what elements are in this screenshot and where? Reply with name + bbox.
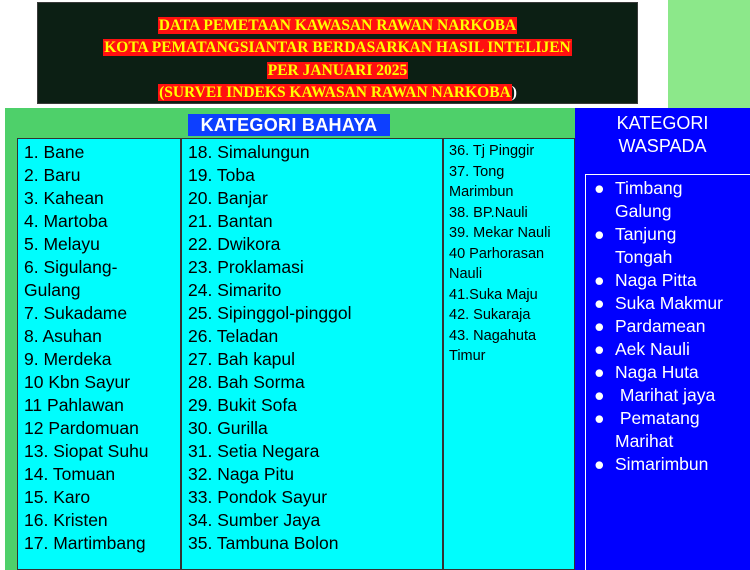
list-item: 15. Karo <box>24 487 91 507</box>
bahaya-column-3 <box>443 138 575 570</box>
waspada-item-label: Naga Huta <box>615 362 699 382</box>
waspada-item <box>590 384 748 407</box>
title-line-2: KOTA PEMATANGSIANTAR BERDASARKAN HASIL INTELIJEN <box>104 39 571 56</box>
waspada-item-label: Simarimbun <box>615 454 709 474</box>
list-item: 7. Sukadame <box>24 303 128 323</box>
list-item: 13. Siopat Suhu <box>24 441 149 461</box>
waspada-header-line-2: WASPADA <box>618 136 707 156</box>
list-item: 17. Martimbang <box>24 533 146 553</box>
bullet-icon: ● <box>594 316 605 336</box>
list-item: 14. Tomuan <box>24 464 116 484</box>
bullet-icon: ● <box>594 454 605 474</box>
list-item: 35. Tambuna Bolon <box>188 533 339 553</box>
list-item: 32. Naga Pitu <box>188 464 295 484</box>
list-item: 43. Nagahuta <box>449 327 537 344</box>
waspada-item <box>590 407 748 453</box>
list-item: 31. Setia Negara <box>188 441 320 461</box>
list-item: 30. Gurilla <box>188 418 268 438</box>
list-item: 40 Parhorasan <box>449 245 545 262</box>
bahaya-header: KATEGORI BAHAYA <box>188 114 390 136</box>
waspada-item-label: Suka Makmur <box>615 293 723 313</box>
bahaya-list-2 <box>188 141 440 555</box>
list-item: 19. Toba <box>188 165 255 185</box>
waspada-header <box>575 112 750 158</box>
waspada-item <box>590 223 748 269</box>
bullet-icon: ● <box>594 339 605 359</box>
waspada-item-label-cont: Tongah <box>615 247 673 267</box>
list-item: Nauli <box>449 266 483 282</box>
waspada-item-label: Pematang <box>615 408 700 428</box>
list-item: 21. Bantan <box>188 211 273 231</box>
list-item: 6. Sigulang- <box>24 257 118 277</box>
bullet-icon: ● <box>594 408 605 428</box>
bullet-icon: ● <box>594 293 605 313</box>
title-line-3: PER JANUARI 2025 <box>267 62 408 79</box>
waspada-item <box>590 361 748 384</box>
list-item: 24. Simarito <box>188 280 282 300</box>
waspada-header-line-1: KATEGORI <box>616 113 709 133</box>
title-line-1: DATA PEMETAAN KAWASAN RAWAN NARKOBA <box>158 17 517 34</box>
list-item: 8. Asuhan <box>24 326 102 346</box>
list-item: 22. Dwikora <box>188 234 281 254</box>
list-item: 38. BP.Nauli <box>449 204 528 221</box>
green-decoration <box>668 0 750 108</box>
waspada-item-label: Tanjung <box>615 224 677 244</box>
bullet-icon: ● <box>594 385 605 405</box>
waspada-item-label: Pardamean <box>615 316 706 336</box>
list-item: 2. Baru <box>24 165 81 185</box>
waspada-item <box>590 338 748 361</box>
list-item: 36. Tj Pinggir <box>449 143 535 159</box>
waspada-item-label-cont: Marihat <box>615 431 674 451</box>
waspada-item <box>590 315 748 338</box>
list-item: 39. Mekar Nauli <box>449 225 551 241</box>
list-item: 9. Merdeka <box>24 349 112 369</box>
list-item: 34. Sumber Jaya <box>188 510 321 530</box>
waspada-item <box>590 177 748 223</box>
bullet-icon: ● <box>594 270 605 290</box>
title-banner <box>37 2 638 104</box>
bahaya-list-3 <box>449 141 572 367</box>
list-item: 42. Sukaraja <box>449 307 531 323</box>
waspada-list <box>590 177 748 476</box>
waspada-item-label-cont: Galung <box>615 201 672 221</box>
list-item: 3. Kahean <box>24 188 104 208</box>
list-item: 41.Suka Maju <box>449 286 538 303</box>
list-item: 37. Tong <box>449 163 505 180</box>
list-item: 28. Bah Sorma <box>188 372 305 392</box>
list-item: 10 Kbn Sayur <box>24 372 131 392</box>
list-item: 16. Kristen <box>24 510 108 530</box>
title-line-4: (SURVEI INDEKS KAWASAN RAWAN NARKOBA) <box>159 84 517 101</box>
list-item: 26. Teladan <box>188 326 279 346</box>
list-item: 29. Bukit Sofa <box>188 395 297 415</box>
list-item: Gulang <box>24 280 81 300</box>
bullet-icon: ● <box>594 362 605 382</box>
bahaya-list-1 <box>24 141 178 555</box>
list-item: 1. Bane <box>24 142 85 162</box>
list-item: Marimbun <box>449 184 514 200</box>
list-item: 27. Bah kapul <box>188 349 296 369</box>
bahaya-column-1 <box>17 138 181 570</box>
list-item: 5. Melayu <box>24 234 100 254</box>
bahaya-column-2 <box>181 138 443 570</box>
bullet-icon: ● <box>594 178 605 198</box>
waspada-item-label: Timbang <box>615 178 683 198</box>
list-item: 18. Simalungun <box>188 142 310 162</box>
list-item: 20. Banjar <box>188 188 268 208</box>
list-item: Timur <box>449 348 486 364</box>
list-item: 23. Proklamasi <box>188 257 304 277</box>
waspada-box <box>585 174 750 570</box>
waspada-item <box>590 453 748 476</box>
waspada-item-label: Naga Pitta <box>615 270 697 290</box>
list-item: 12 Pardomuan <box>24 418 139 438</box>
list-item: 11 Pahlawan <box>24 395 124 415</box>
list-item: 25. Sipinggol-pinggol <box>188 303 352 323</box>
bullet-icon: ● <box>594 224 605 244</box>
list-item: 4. Martoba <box>24 211 108 231</box>
waspada-item-label: Aek Nauli <box>615 339 690 359</box>
waspada-item <box>590 269 748 292</box>
waspada-item-label: Marihat jaya <box>615 385 716 405</box>
waspada-item <box>590 292 748 315</box>
list-item: 33. Pondok Sayur <box>188 487 328 507</box>
